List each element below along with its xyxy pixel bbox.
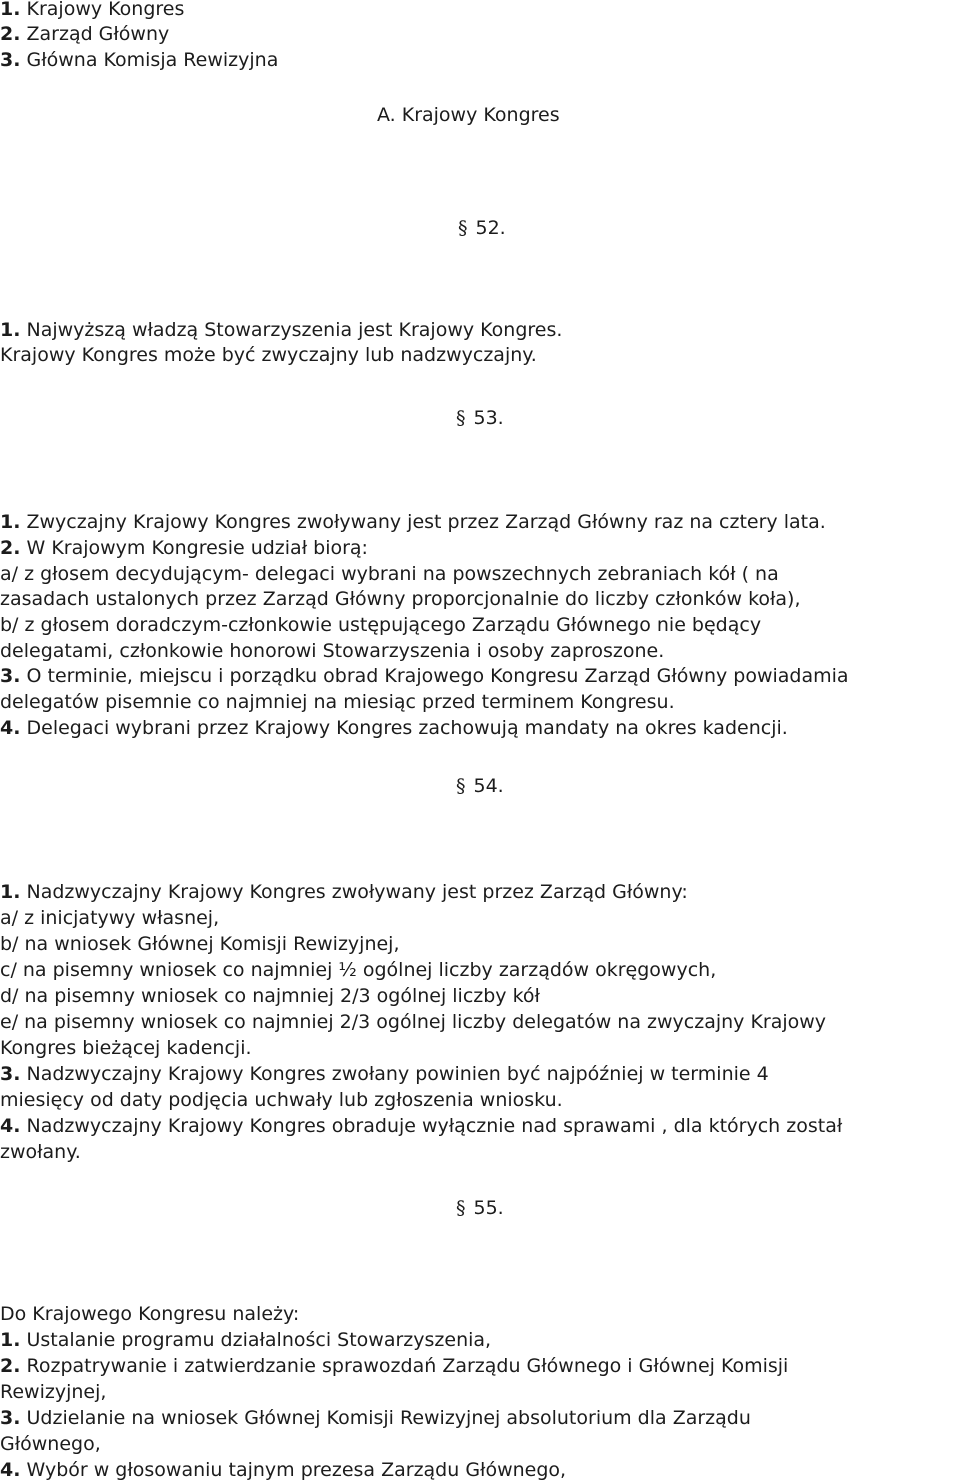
s54-list-line: c/ na pisemny wniosek co najmniej ½ ogólnej liczby zarządów okręgowych, [0, 959, 717, 981]
s54-paragraph-1: 1. Nadzwyczajny Krajowy Kongres zwoływany jest przez Zarząd Główny: [0, 881, 688, 903]
s54-paragraph-3: 3. Nadzwyczajny Krajowy Kongres zwołany powinien być najpóźniej w terminie 4 [0, 1063, 769, 1085]
s54-list-line: e/ na pisemny wniosek co najmniej 2/3 ogólnej liczby delegatów na zwyczajny Krajowy [0, 1011, 827, 1033]
section-sign-icon: § [456, 1197, 466, 1219]
section-55-title: § 55. [456, 1197, 504, 1219]
section-53-title: § 53. [456, 407, 504, 429]
toc-item-2: 2. Zarząd Główny [0, 23, 170, 45]
s53-list-line: delegatami, członkowie honorowi Stowarzyszenia i osoby zaproszone. [0, 640, 665, 662]
s54-paragraph-4: 4. Nadzwyczajny Krajowy Kongres obraduje wyłącznie nad sprawami , dla których został [0, 1115, 843, 1137]
s53-list-line: b/ z głosem doradczym-członkowie ustępującego Zarządu Głównego nie będący [0, 614, 762, 636]
s55-paragraph-3: 3. Udzielanie na wniosek Głównej Komisji Rewizyjnej absolutorium dla Zarządu [0, 1407, 751, 1429]
s55-intro: Do Krajowego Kongresu należy: [0, 1303, 300, 1325]
s53-paragraph-1: 1. Zwyczajny Krajowy Kongres zwoływany jest przez Zarząd Główny raz na cztery lata. [0, 511, 826, 533]
s53-paragraph-3: 3. O terminie, miejscu i porządku obrad Krajowego Kongresu Zarząd Główny powiadamia [0, 665, 849, 687]
chapter-heading: A. Krajowy Kongres [377, 104, 560, 126]
toc-item-1: 1. Krajowy Kongres [0, 0, 185, 20]
s55-paragraph-3-cont: Głównego, [0, 1433, 101, 1455]
s53-list-line: a/ z głosem decydującym- delegaci wybrani na powszechnych zebraniach kół ( na [0, 563, 779, 585]
s54-list-line: Kongres bieżącej kadencji. [0, 1037, 252, 1059]
toc-item-3: 3. Główna Komisja Rewizyjna [0, 49, 279, 71]
section-54-title: § 54. [456, 775, 504, 797]
s54-paragraph-4-cont: zwołany. [0, 1141, 81, 1163]
s54-list-line: b/ na wniosek Głównej Komisji Rewizyjnej, [0, 933, 400, 955]
section-52-title: § 52. [458, 217, 506, 239]
s52-paragraph-1-cont: Krajowy Kongres może być zwyczajny lub nadzwyczajny. [0, 344, 537, 366]
s54-paragraph-3-cont: miesięcy od daty podjęcia uchwały lub zgłoszenia wniosku. [0, 1089, 563, 1111]
s53-list-line: zasadach ustalonych przez Zarząd Główny proporcjonalnie do liczby członków koła), [0, 588, 801, 610]
s54-list-line: d/ na pisemny wniosek co najmniej 2/3 ogólnej liczby kół [0, 985, 540, 1007]
s53-paragraph-3-cont: delegatów pisemnie co najmniej na miesiąc przed terminem Kongresu. [0, 691, 675, 713]
s55-paragraph-1: 1. Ustalanie programu działalności Stowarzyszenia, [0, 1329, 492, 1351]
s55-paragraph-2-cont: Rewizyjnej, [0, 1381, 107, 1403]
s53-paragraph-2: 2. W Krajowym Kongresie udział biorą: [0, 537, 368, 559]
s55-paragraph-4: 4. Wybór w głosowaniu tajnym prezesa Zarządu Głównego, [0, 1459, 567, 1481]
section-sign-icon: § [456, 775, 466, 797]
s54-list-line: a/ z inicjatywy własnej, [0, 907, 220, 929]
s53-paragraph-4: 4. Delegaci wybrani przez Krajowy Kongres zachowują mandaty na okres kadencji. [0, 717, 788, 739]
section-sign-icon: § [456, 407, 466, 429]
s52-paragraph-1: 1. Najwyższą władzą Stowarzyszenia jest Krajowy Kongres. [0, 319, 563, 341]
s55-paragraph-2: 2. Rozpatrywanie i zatwierdzanie sprawozdań Zarządu Głównego i Głównej Komisji [0, 1355, 789, 1377]
section-sign-icon: § [458, 217, 468, 239]
